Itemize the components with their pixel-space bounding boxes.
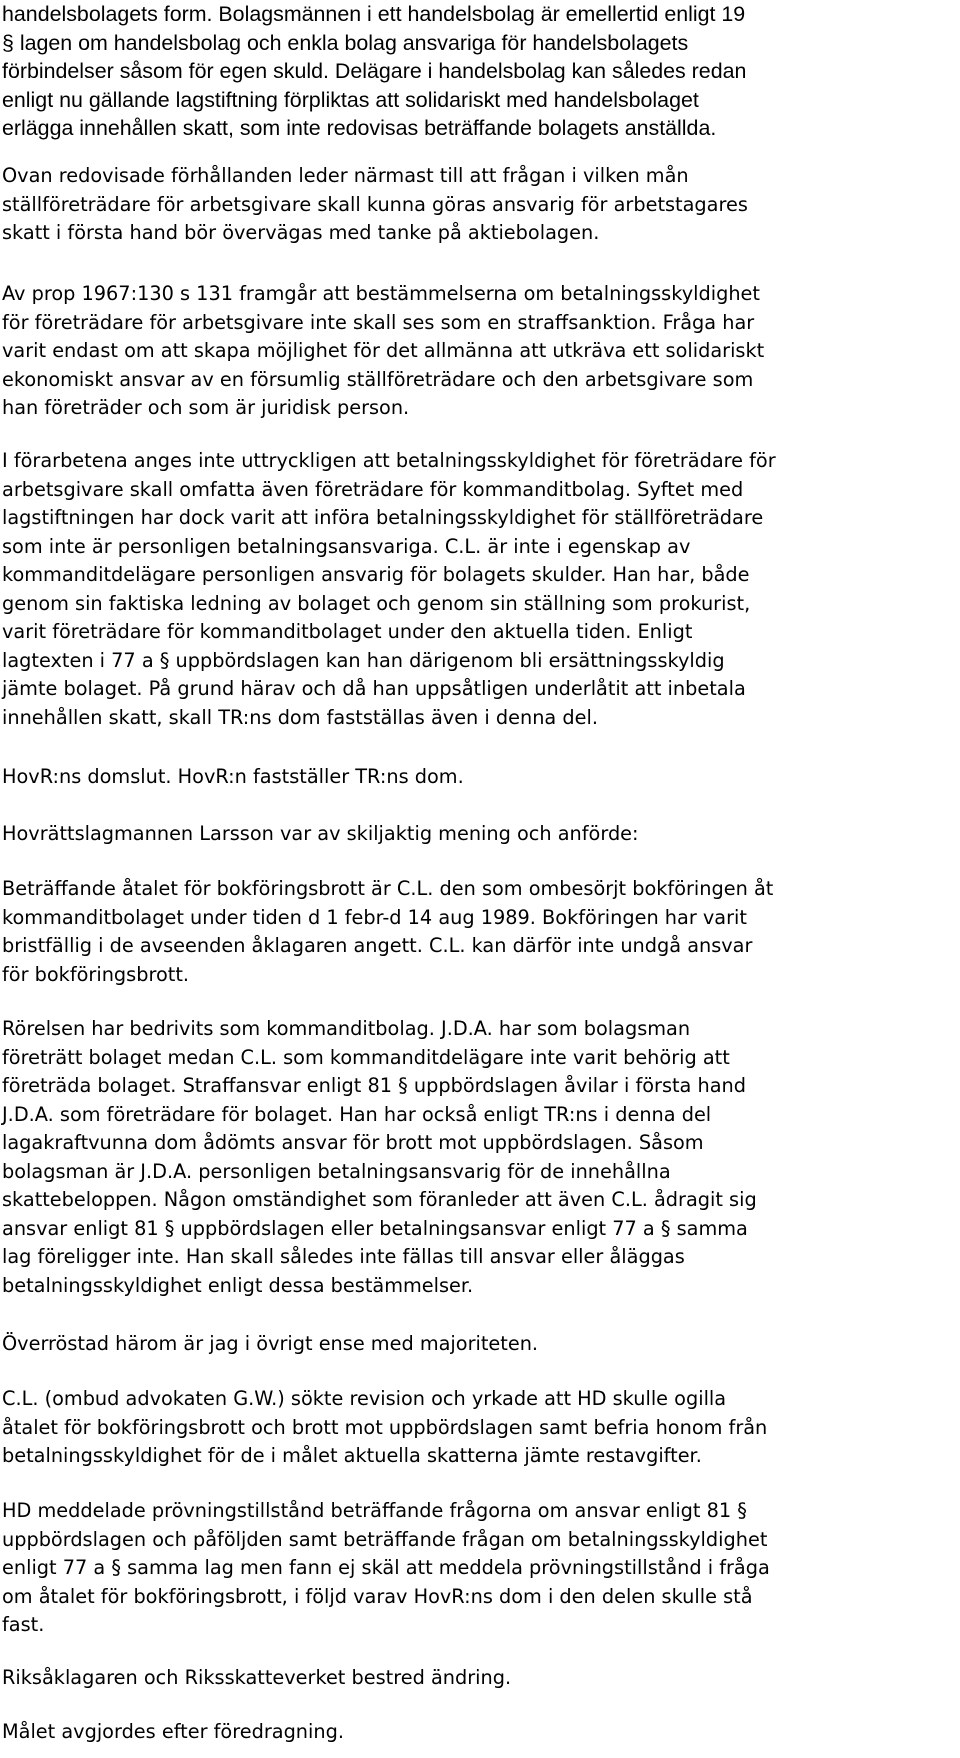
text-line: I förarbetena anges inte uttryckligen att betalningsskyldighet för företrädare för <box>2 449 776 472</box>
text-line: skattebeloppen. Någon omständighet som föranleder att även C.L. ådragit sig <box>2 1188 757 1211</box>
text-line: som inte är personligen betalningsansvariga. C.L. är inte i egenskap av <box>2 534 691 558</box>
text-line: bolagsman är J.D.A. personligen betalningsansvarig för de innehållna <box>2 1159 671 1183</box>
text-line: ställföreträdare för arbetsgivare skall kunna göras ansvarig för arbetstagares <box>2 192 748 216</box>
paragraph-forarbetena <box>0 447 780 732</box>
text-line: Rörelsen har bedrivits som kommanditbolag. J.D.A. har som bolagsman <box>2 1017 691 1040</box>
text-line: lagtexten i 77 a § uppbördslagen kan han därigenom bli ersättningsskyldig <box>2 648 725 672</box>
text-line: skatt i första hand bör övervägas med tanke på aktiebolagen. <box>2 221 600 244</box>
text-line: erlägga innehållen skatt, som inte redovisas beträffande bolagets anställda. <box>2 116 717 140</box>
text-line: varit endast om att skapa möjlighet för det allmänna att utkräva ett solidariskt <box>2 339 765 362</box>
text-line: betalningsskyldighet enligt dessa bestämmelser. <box>2 1273 474 1297</box>
paragraph-riksaklagaren <box>0 1664 515 1693</box>
text-line: lagakraftvunna dom ådömts ansvar för brott mot uppbördslagen. Såsom <box>2 1131 704 1154</box>
text-line: Riksåklagaren och Riksskatteverket bestred ändring. <box>2 1666 512 1689</box>
paragraph-hovr-domslut <box>0 763 468 792</box>
text-line: Ovan redovisade förhållanden leder närmast till att frågan i vilken mån <box>2 164 689 187</box>
paragraph-revision <box>0 1385 771 1471</box>
paragraph-bokforingsbrott <box>0 875 777 989</box>
text-line: C.L. (ombud advokaten G.W.) sökte revision och yrkade att HD skulle ogilla <box>2 1387 727 1410</box>
text-line: enligt 77 a § samma lag men fann ej skäl att meddela prövningstillstånd i fråga <box>2 1556 770 1579</box>
text-line: J.D.A. som företrädare för bolaget. Han har också enligt TR:ns i denna del <box>2 1102 712 1126</box>
text-line: Överröstad härom är jag i övrigt ense med majoriteten. <box>2 1332 539 1355</box>
text-line: han företräder och som är juridisk person. <box>2 396 410 419</box>
text-line: genom sin faktiska ledning av bolaget och genom sin ställning som prokurist, <box>2 591 751 615</box>
text-line: kommanditbolaget under tiden d 1 febr-d 14 aug 1989. Bokföringen har varit <box>2 905 747 929</box>
text-line: lag föreligger inte. Han skall således inte fällas till ansvar eller åläggas <box>2 1245 685 1268</box>
text-line: Hovrättslagmannen Larsson var av skiljaktig mening och anförde: <box>2 822 639 845</box>
paragraph-provningstillstand <box>0 1497 774 1640</box>
text-line: för företrädare för arbetsgivare inte skall ses som en straffsanktion. Fråga har <box>2 310 755 334</box>
text-line: för bokföringsbrott. <box>2 962 190 986</box>
text-line: Av prop 1967:130 s 131 framgår att bestämmelserna om betalningsskyldighet <box>2 282 760 305</box>
text-line: ansvar enligt 81 § uppbördslagen eller betalningsansvar enligt 77 a § samma <box>2 1216 748 1240</box>
text-line: uppbördslagen och påföljden samt beträffande frågan om betalningsskyldighet <box>2 1527 768 1551</box>
text-line: ekonomiskt ansvar av en försumlig ställföreträdare och den arbetsgivare som <box>2 367 754 391</box>
text-line: företrätt bolaget medan C.L. som kommanditdelägare inte varit behörig att <box>2 1045 730 1069</box>
paragraph-foredragning <box>0 1718 348 1747</box>
text-line: jämte bolaget. På grund härav och då han uppsåtligen underlåtit att inbetala <box>2 677 746 700</box>
text-line: Beträffande åtalet för bokföringsbrott är C.L. den som ombesörjt bokföringen åt <box>2 877 774 900</box>
text-line: betalningsskyldighet för de i målet aktuella skatterna jämte restavgifter. <box>2 1444 702 1467</box>
text-line: förbindelser såsom för egen skuld. Delägare i handelsbolag kan således redan <box>2 59 747 83</box>
text-line: Målet avgjordes efter föredragning. <box>2 1720 344 1743</box>
paragraph-kommanditbolag <box>0 1015 761 1300</box>
text-line: HovR:ns domslut. HovR:n fastställer TR:ns dom. <box>2 765 464 788</box>
paragraph-stallforetradare <box>0 162 752 248</box>
paragraph-skiljaktig-mening <box>0 820 643 849</box>
text-line: HD meddelade prövningstillstånd beträffande frågorna om ansvar enligt 81 § <box>2 1499 747 1522</box>
paragraph-handelsbolag-intro <box>0 0 750 143</box>
text-line: fast. <box>2 1613 45 1636</box>
text-line: kommanditdelägare personligen ansvarig för bolagets skulder. Han har, både <box>2 563 750 586</box>
text-line: enligt nu gällande lagstiftning förpliktas att solidariskt med handelsbolaget <box>2 87 699 112</box>
text-line: bristfällig i de avseenden åklagaren angett. C.L. kan därför inte undgå ansvar <box>2 934 753 957</box>
text-line: åtalet för bokföringsbrott och brott mot uppbördslagen samt befria honom från <box>2 1415 768 1439</box>
text-line: företräda bolaget. Straffansvar enligt 81 § uppbördslagen åvilar i första hand <box>2 1074 746 1097</box>
text-line: § lagen om handelsbolag och enkla bolag ansvariga för handelsbolagets <box>2 30 689 55</box>
text-line: innehållen skatt, skall TR:ns dom fastställas även i denna del. <box>2 705 598 729</box>
text-line: lagstiftningen har dock varit att införa betalningsskyldighet för ställföreträdare <box>2 506 764 529</box>
paragraph-overrostad <box>0 1330 542 1359</box>
text-line: handelsbolagets form. Bolagsmännen i ett handelsbolag är emellertid enligt 19 <box>2 2 746 26</box>
paragraph-prop-1967 <box>0 280 768 423</box>
text-line: varit företrädare för kommanditbolaget under den aktuella tiden. Enligt <box>2 620 693 643</box>
text-line: om åtalet för bokföringsbrott, i följd varav HovR:ns dom i den delen skulle stå <box>2 1584 753 1608</box>
text-line: arbetsgivare skall omfatta även företrädare för kommanditbolag. Syftet med <box>2 477 744 501</box>
